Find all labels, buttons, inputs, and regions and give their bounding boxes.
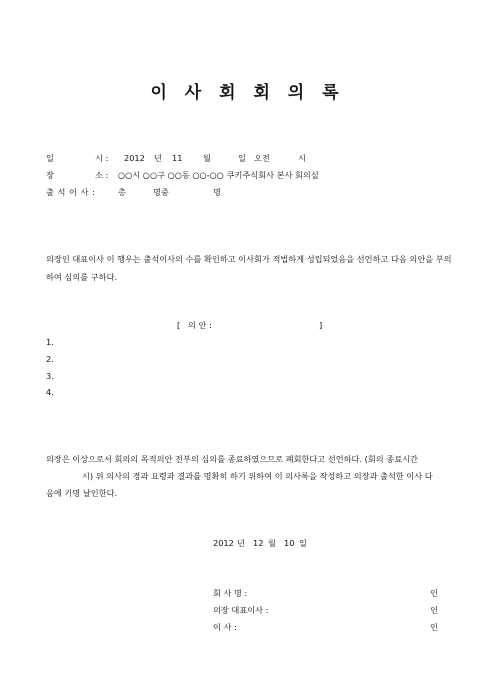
closing-line-2: 시) 위 의사의 경과 요령과 결과를 명확히 하기 위하여 이 의사록을 작성하고 의장과 출석한 이사 다: [82, 471, 433, 481]
signature-label: 이 사 :: [213, 622, 237, 632]
date-row: [46, 153, 54, 164]
intro-paragraph: 의장인 대표이사 이 행우는 출석이사의 수를 확인하고 이사회가 적법하게 성립되었음을 선언하고 다음 의안을 부의하여 심의를 구하다.: [46, 254, 452, 282]
place-label: 장: [46, 170, 54, 180]
date-month-unit: 월: [203, 153, 211, 163]
agenda-close-bracket: ]: [319, 320, 323, 330]
date-day-unit: 일: [238, 153, 246, 163]
document-title: 이 사 회 회 의 록: [150, 83, 345, 103]
signature-row-director: [213, 622, 438, 634]
place-label-suffix: 소 :: [95, 170, 109, 180]
closing-line-3: 음에 기명 날인한다.: [46, 488, 118, 498]
sign-date-day: 10: [284, 538, 295, 548]
sign-date-year-unit: 년: [237, 538, 245, 548]
seal-mark: 인: [430, 622, 438, 632]
agenda-label: 의 안 :: [188, 320, 212, 330]
place-value: ○○시 ○○구 ○○동 ○○-○○ 쿠키주식회사 본사 회의실: [118, 170, 319, 180]
closing-line-1: 의장은 이상으로서 회의의 목적의안 전부의 심의를 종료하였으므로 폐회한다고 선언하다. (회의 종료시간: [46, 454, 418, 464]
attend-total: 총: [118, 187, 126, 197]
sign-date-month: 12: [253, 538, 264, 548]
date-label: 일: [46, 153, 54, 163]
attend-unit: 명: [213, 187, 221, 197]
date-year: 2012: [124, 153, 145, 163]
seal-mark: 인: [430, 605, 438, 615]
date-hour-unit: 시: [298, 153, 306, 163]
sign-date-day-unit: 일: [299, 538, 307, 548]
attend-mid: 명중: [153, 187, 169, 197]
signature-label: 회 사 명 :: [213, 588, 248, 598]
sign-date-year: 2012: [213, 538, 234, 548]
date-month: 11: [172, 153, 183, 163]
signature-label: 의장 대표이사 :: [213, 605, 269, 615]
date-label-suffix: 시 :: [95, 153, 109, 163]
seal-mark: 인: [430, 588, 438, 598]
agenda-item: 3.: [46, 371, 54, 381]
signature-row-company: [213, 588, 438, 600]
agenda-item: 4.: [46, 387, 54, 397]
signature-row-chair: [213, 605, 438, 617]
agenda-item: 2.: [46, 354, 54, 364]
attend-label: 출 석 이 사 :: [46, 187, 96, 197]
date-year-unit: 년: [154, 153, 162, 163]
agenda-open-bracket: [: [177, 320, 181, 330]
agenda-item: 1.: [46, 337, 54, 347]
sign-date-month-unit: 월: [268, 538, 276, 548]
date-ampm: 오전: [254, 153, 270, 163]
